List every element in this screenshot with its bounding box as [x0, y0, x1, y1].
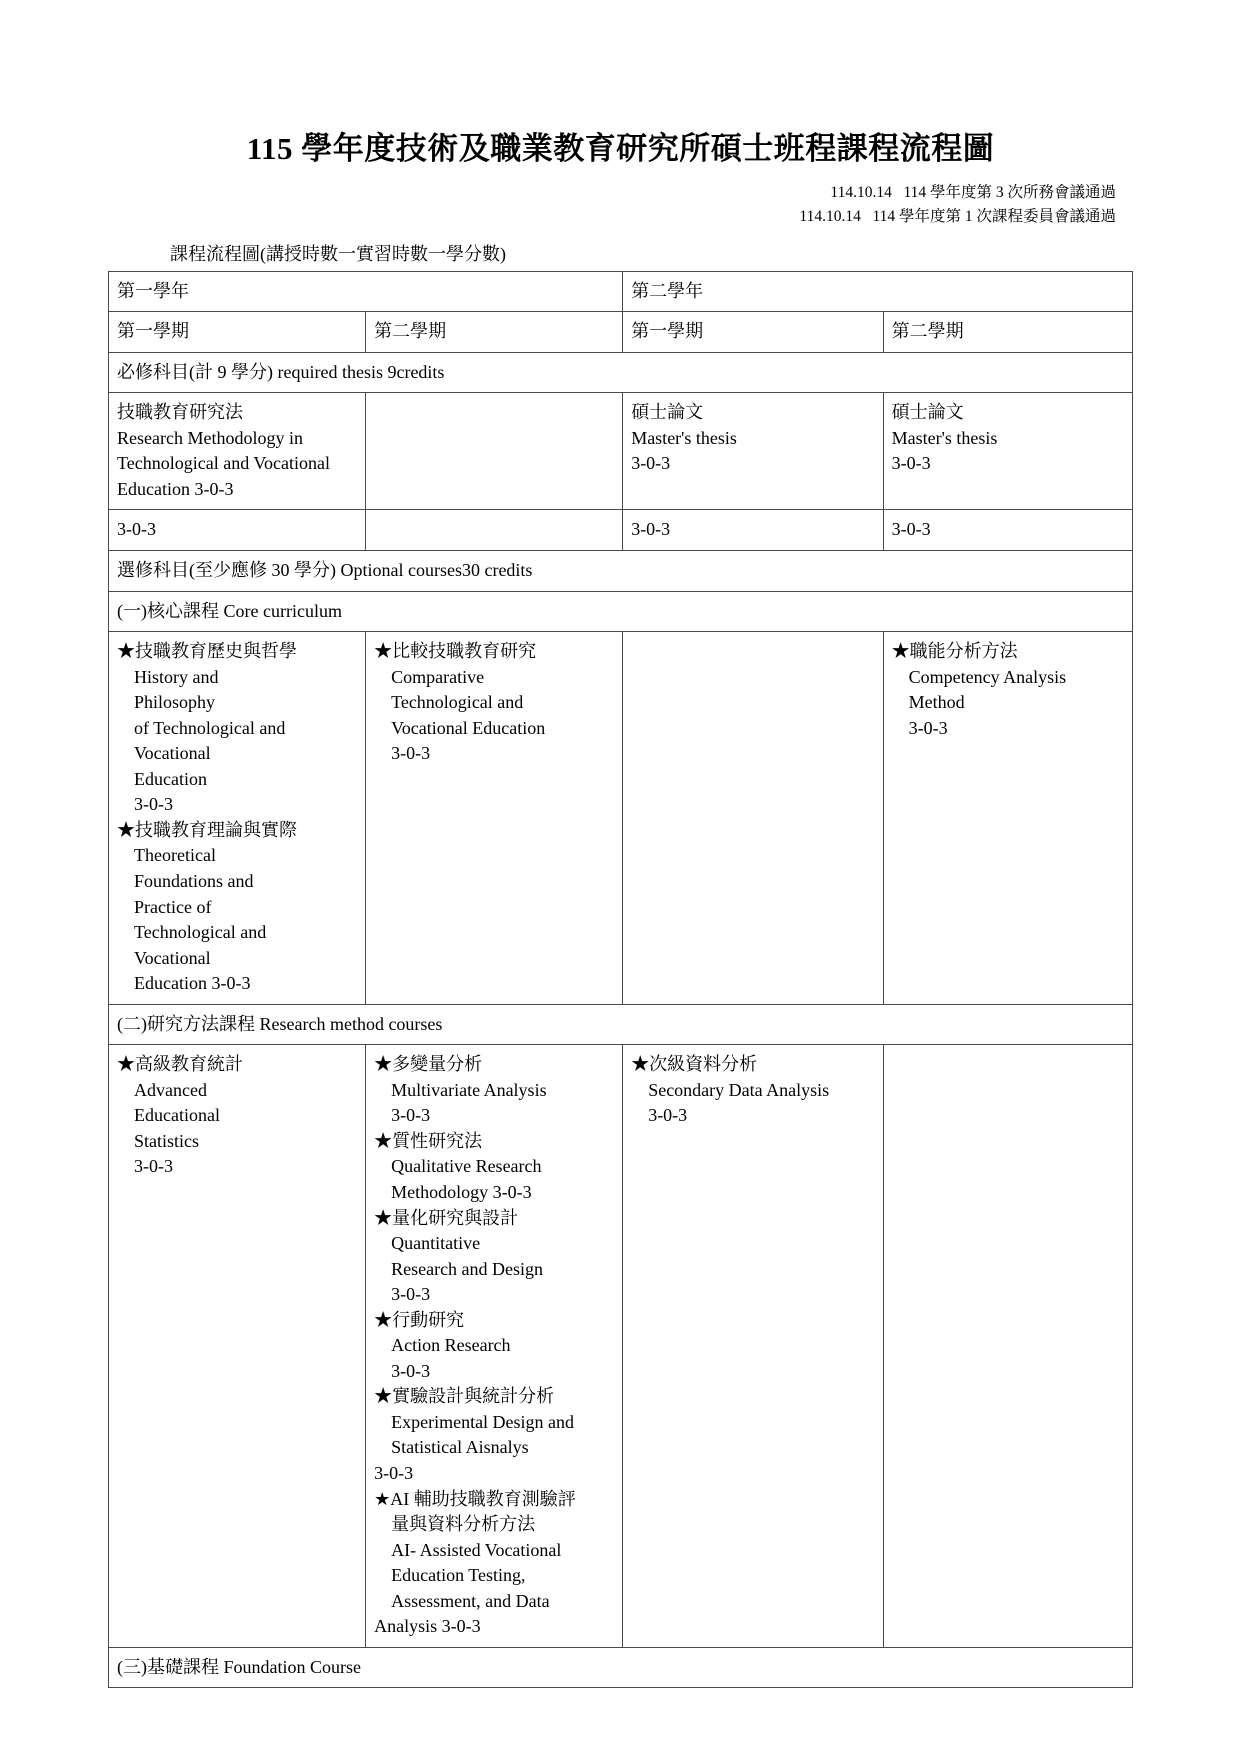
- course-title-zh: ★量化研究與設計: [374, 1207, 519, 1228]
- course-title-en-line-2: Technological and: [391, 692, 524, 713]
- course-title-en: Master's thesis: [891, 427, 998, 448]
- header-y1-semester-1: 第一學期: [109, 312, 366, 353]
- course-title-en-line-5: Vocational: [134, 947, 211, 968]
- course-credits: Education 3-0-3: [134, 973, 251, 994]
- required-cell-y2s1: [623, 393, 883, 510]
- course-flow-table-wrapper: [0, 271, 1241, 1689]
- course-title-zh: ★多變量分析: [374, 1054, 483, 1075]
- course-title-en-line-4: Technological and: [134, 922, 267, 943]
- required-cell-y1s1: [109, 393, 366, 510]
- header-y1-semester-2: 第二學期: [366, 312, 623, 353]
- course-credits: 3-0-3: [908, 717, 948, 738]
- credits-y2s2: 3-0-3: [883, 510, 1132, 551]
- course-title-en-line-1: History and: [134, 666, 219, 687]
- research-cell-y2s2: [883, 1045, 1132, 1648]
- flowchart-subcaption: 課程流程圖(講授時數一實習時數一學分數): [170, 244, 506, 265]
- table-row-required-section: [109, 352, 1133, 393]
- course-title-en: Multivariate Analysis: [391, 1079, 547, 1100]
- credits-y1s1: 3-0-3: [109, 510, 366, 551]
- course-title-en-line-3: Assessment, and Data: [391, 1590, 550, 1611]
- course-title-en: Qualitative Research: [391, 1156, 542, 1177]
- table-row-required-credits: [109, 510, 1133, 551]
- course-credits: 3-0-3: [134, 794, 173, 815]
- header-year-1: 第一學年: [109, 271, 623, 312]
- page-title: 115 學年度技術及職業教育研究所碩士班程課程流程圖: [246, 131, 995, 166]
- table-row-research-courses: [109, 1045, 1133, 1648]
- core-curriculum-label: (一)核心課程 Core curriculum: [109, 591, 1133, 632]
- credits-y2s1: 3-0-3: [623, 510, 883, 551]
- core-cell-y1s2: [366, 632, 623, 1005]
- course-title-zh: ★實驗設計與統計分析: [374, 1386, 555, 1407]
- course-title-en-line-2: Philosophy: [134, 692, 216, 713]
- course-title-zh: ★比較技職教育研究: [374, 641, 537, 662]
- course-credits: 3-0-3: [391, 743, 431, 764]
- course-credits: Methodology 3-0-3: [391, 1182, 532, 1203]
- table-row-research-section: [109, 1004, 1133, 1045]
- course-title-en-line-1: AI- Assisted Vocational: [391, 1539, 562, 1560]
- research-cell-y2s1: [623, 1045, 883, 1648]
- course-title-en-line-1: Competency Analysis: [908, 666, 1067, 687]
- table-row-core-courses: [109, 632, 1133, 1005]
- course-title-zh: ★技職教育歷史與哲學: [117, 641, 297, 662]
- course-title-en-line-3: Statistics: [134, 1130, 200, 1151]
- course-title-en-line-2: Education Testing,: [391, 1565, 526, 1586]
- core-cell-y2s1: [623, 632, 883, 1005]
- course-title-zh: ★次級資料分析: [631, 1054, 758, 1075]
- course-title-en-line-5: Education: [134, 768, 207, 789]
- core-cell-y1s1: [109, 632, 366, 1005]
- course-title-en-line-2: Method: [908, 692, 965, 713]
- credits-y1s2: [366, 510, 623, 551]
- course-title-en: Secondary Data Analysis: [648, 1079, 830, 1100]
- research-cell-y1s2: [366, 1045, 623, 1648]
- course-title-zh-line-2: 量與資料分析方法: [391, 1514, 536, 1535]
- core-cell-y2s2: [883, 632, 1132, 1005]
- required-section-label: 必修科目(計 9 學分) required thesis 9credits: [109, 352, 1133, 393]
- required-cell-y2s2: [883, 393, 1132, 510]
- course-title-zh: 技職教育研究法: [117, 402, 243, 423]
- approval-notes: [0, 181, 1241, 229]
- course-title-zh: 碩士論文: [891, 402, 964, 423]
- course-title-zh: ★行動研究: [374, 1309, 465, 1330]
- course-title-en-line-2: Technological and Vocational: [117, 453, 331, 474]
- course-credits: 3-0-3: [631, 453, 671, 474]
- course-credits: 3-0-3: [391, 1105, 431, 1126]
- course-title-en-line-3: Practice of: [134, 896, 212, 917]
- course-title-en-line-3: Education 3-0-3: [117, 478, 234, 499]
- table-row-core-section: [109, 591, 1133, 632]
- course-title-en-line-1: Advanced: [134, 1079, 207, 1100]
- course-title-zh: 碩士論文: [631, 402, 704, 423]
- table-row-semester-headers: [109, 312, 1133, 353]
- course-title-zh-line-1: ★AI 輔助技職教育測驗評: [374, 1488, 576, 1509]
- research-method-label: (二)研究方法課程 Research method courses: [109, 1004, 1133, 1045]
- approval-line-2: 114.10.14 114 學年度第 1 次課程委員會議通過: [799, 208, 1116, 226]
- course-credits: 3-0-3: [891, 453, 931, 474]
- course-credits: 3-0-3: [391, 1360, 431, 1381]
- course-title-en-line-4: Vocational: [134, 743, 211, 764]
- course-credits: 3-0-3: [134, 1156, 173, 1177]
- table-row-foundation-section: [109, 1647, 1133, 1688]
- course-title-en-line-1: Experimental Design and: [391, 1411, 575, 1432]
- table-row-optional-section: [109, 550, 1133, 591]
- course-title-zh: ★技職教育理論與實際: [117, 819, 297, 840]
- approval-line-1: 114.10.14 114 學年度第 3 次所務會議通過: [830, 184, 1116, 202]
- course-title-zh: ★高級教育統計: [117, 1054, 243, 1075]
- table-row-year-headers: [109, 271, 1133, 312]
- course-credits: Analysis 3-0-3: [374, 1616, 481, 1637]
- course-flow-table: [108, 271, 1133, 1689]
- header-y2-semester-2: 第二學期: [883, 312, 1132, 353]
- course-credits: 3-0-3: [391, 1284, 431, 1305]
- course-title-en-line-3: Vocational Education: [391, 717, 546, 738]
- header-year-2: 第二學年: [623, 271, 1133, 312]
- required-cell-y1s2: [366, 393, 623, 510]
- course-title-en-line-1: Theoretical: [134, 845, 216, 866]
- optional-section-label: 選修科目(至少應修 30 學分) Optional courses30 credits: [109, 550, 1133, 591]
- course-title-en-line-2: Foundations and: [134, 871, 254, 891]
- course-title-zh: ★質性研究法: [374, 1130, 483, 1151]
- course-title-en-line-2: Statistical Aisnalys: [391, 1437, 529, 1458]
- foundation-course-label: (三)基礎課程 Foundation Course: [109, 1647, 1133, 1688]
- course-title-en-line-1: Quantitative: [391, 1233, 481, 1254]
- research-cell-y1s1: [109, 1045, 366, 1648]
- course-title-zh: ★職能分析方法: [891, 641, 1018, 662]
- table-row-required-courses: [109, 393, 1133, 510]
- course-title-en-line-1: Comparative: [391, 666, 485, 687]
- header-y2-semester-1: 第一學期: [623, 312, 883, 353]
- course-credits: 3-0-3: [374, 1463, 414, 1484]
- course-title-en: Master's thesis: [631, 427, 737, 448]
- course-title-en-line-1: Research Methodology in: [117, 427, 303, 448]
- course-title-en-line-2: Research and Design: [391, 1258, 544, 1279]
- course-title-en-line-2: Educational: [134, 1105, 220, 1126]
- course-credits: 3-0-3: [648, 1105, 688, 1126]
- course-title-en-line-3: of Technological and: [134, 717, 286, 738]
- course-title-en: Action Research: [391, 1335, 511, 1356]
